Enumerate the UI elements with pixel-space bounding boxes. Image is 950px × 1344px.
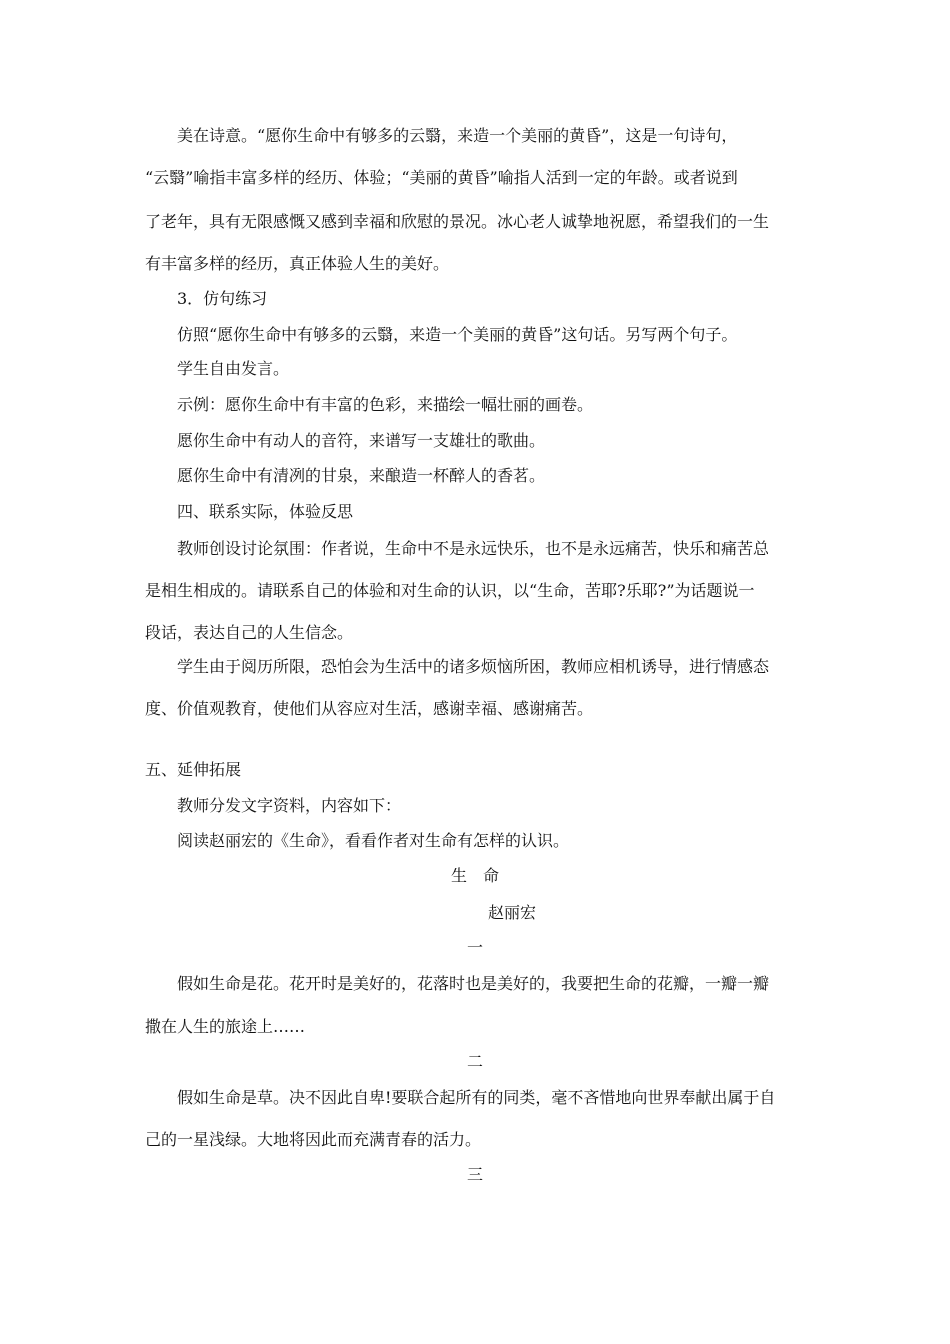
poem-part-one-line-2: 撒在人生的旅途上…… [145, 1017, 306, 1036]
paragraph-poetry-line-3: 了老年，具有无限感慨又感到幸福和欣慰的景况。冰心老人诚挚地祝愿，希望我们的一生 [145, 212, 770, 231]
section-heading-four: 四、联系实际，体验反思 [177, 502, 354, 521]
paragraph-poetry-line-2: “云翳”喻指丰富多样的经历、体验；“美丽的黄昏”喻指人活到一定的年龄。或者说到 [145, 168, 738, 187]
discussion-line-2: 是相生相成的。请联系自己的体验和对生命的认识，以“生命，苦耶?乐耶?”为话题说一 [145, 581, 755, 600]
example-line-2: 愿你生命中有动人的音符，来谱写一支雄壮的歌曲。 [177, 431, 546, 450]
discussion-line-3: 段话，表达自己的人生信念。 [145, 623, 354, 642]
example-line-1: 示例：愿你生命中有丰富的色彩，来描绘一幅壮丽的画卷。 [177, 395, 594, 414]
handout-note: 教师分发文字资料，内容如下： [177, 796, 402, 815]
guidance-line-2: 度、价值观教育，使他们从容应对生活，感谢幸福、感谢痛苦。 [145, 699, 594, 718]
poem-part-one-line-1: 假如生命是花。花开时是美好的，花落时也是美好的，我要把生命的花瓣，一瓣一瓣 [177, 974, 770, 993]
discussion-line-1: 教师创设讨论氛围：作者说，生命中不是永远快乐，也不是永远痛苦，快乐和痛苦总 [177, 539, 770, 558]
section-heading-imitation: 3．仿句练习 [177, 289, 268, 308]
poem-part-three-numeral: 三 [466, 1165, 483, 1184]
poem-title: 生 命 [450, 866, 499, 885]
paragraph-poetry-line-4: 有丰富多样的经历，真正体验人生的美好。 [145, 254, 450, 273]
poem-part-two-numeral: 二 [466, 1052, 483, 1071]
student-speak-note: 学生自由发言。 [177, 359, 290, 378]
reading-instruction: 阅读赵丽宏的《生命》，看看作者对生命有怎样的认识。 [177, 831, 570, 850]
poem-author: 赵丽宏 [487, 903, 536, 922]
poem-part-two-line-2: 己的一星浅绿。大地将因此而充满青春的活力。 [145, 1130, 482, 1149]
poem-part-two-line-1: 假如生命是草。决不因此自卑!要联合起所有的同类，毫不吝惜地向世界奉献出属于自 [177, 1088, 776, 1107]
guidance-line-1: 学生由于阅历所限，恐怕会为生活中的诸多烦恼所困，教师应相机诱导，进行情感态 [177, 657, 770, 676]
poem-part-one-numeral: 一 [466, 938, 483, 957]
example-line-3: 愿你生命中有清冽的甘泉，来酿造一杯醉人的香茗。 [177, 466, 546, 485]
section-heading-five: 五、延伸拓展 [145, 760, 242, 779]
imitation-instruction: 仿照“愿你生命中有够多的云翳，来造一个美丽的黄昏”这句话。另写两个句子。 [177, 325, 738, 344]
paragraph-poetry-line-1: 美在诗意。“愿你生命中有够多的云翳，来造一个美丽的黄昏”，这是一句诗句， [177, 126, 738, 145]
